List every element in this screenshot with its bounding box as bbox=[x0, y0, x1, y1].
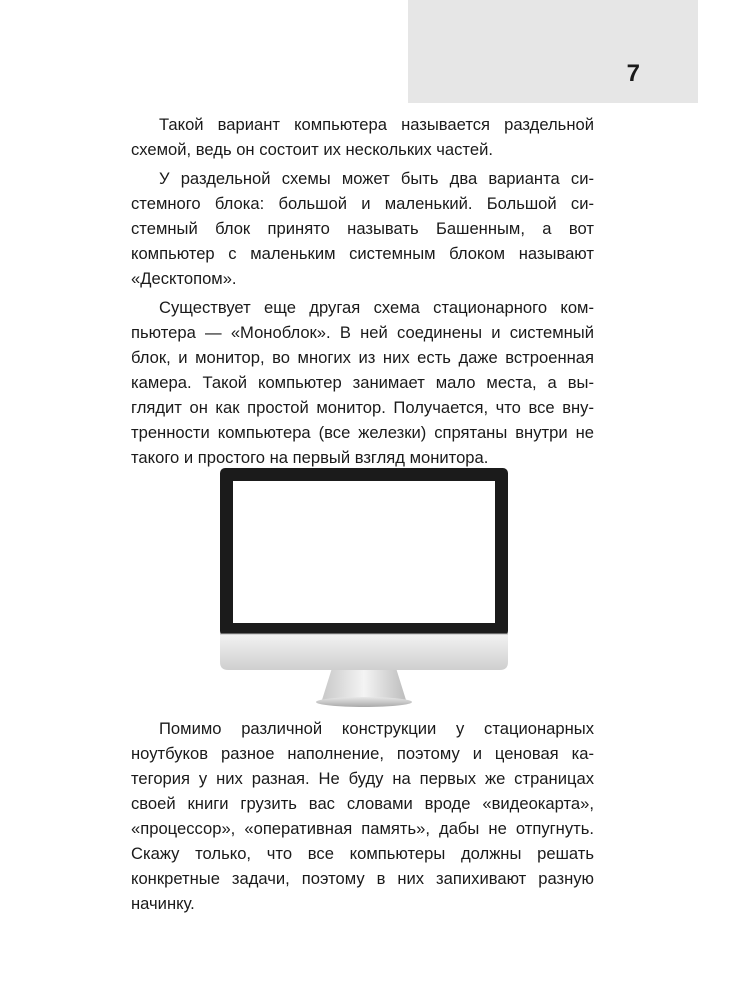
paragraph: Существует еще другая схема стационарного компьютера — «Моноблок». В ней соединены и системный блок, и монитор, во многих из них есть даже встроенная камера. Такой компьютер занимает мало места, а выглядит он как простой монитор. Получается, что все внутренности компьютера (все железки) спрятаны внутри не такого и простого на первый взгляд монитора. bbox=[131, 298, 594, 467]
page-number: 7 bbox=[626, 60, 640, 87]
paragraph: Помимо различной конструкции у стационарных ноутбуков разное наполнение, поэтому и ценовая категория у них разная. Не буду на первых же страницах своей книги грузить вас словами вроде «видеокарта», «процессор», «оперативная память», дабы не отпугнуть. Скажу только, что все компьютеры должны решать конкретные задачи, поэтому в них запихивают разную начинку. bbox=[131, 719, 594, 913]
monoblock-monitor-icon bbox=[220, 468, 508, 710]
paragraph: У раздельной схемы может быть два варианта системного блока: большой и маленький. Большой системный блок принято называть Башенным, а вот компьютер с маленьким системным блоком называют «Десктопом». bbox=[131, 169, 594, 288]
page-header-box bbox=[408, 0, 698, 103]
body-text-bottom bbox=[131, 716, 594, 920]
body-text-top bbox=[131, 112, 594, 474]
paragraph: Такой вариант компьютера называется раздельной схемой, ведь он состоит их нескольких частей. bbox=[131, 115, 594, 159]
